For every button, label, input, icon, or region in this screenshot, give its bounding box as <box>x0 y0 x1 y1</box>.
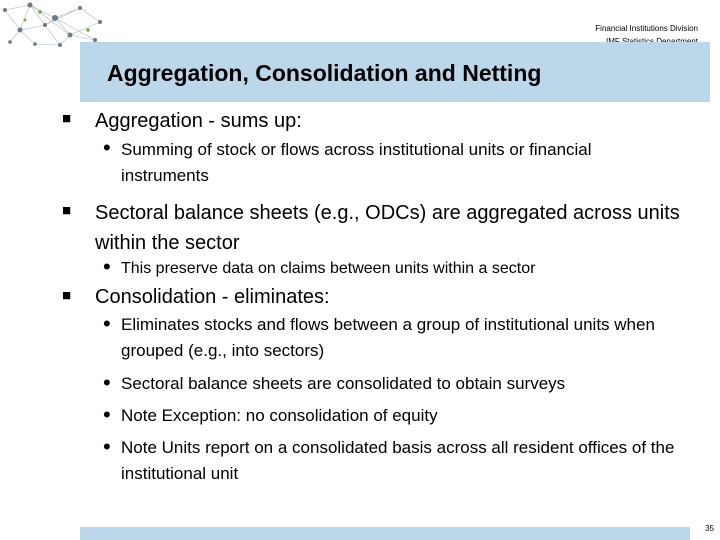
bullet-consolidation: Consolidation - eliminates: <box>95 286 330 308</box>
dot-bullet-icon: • <box>103 370 111 395</box>
bullet-aggregation: Aggregation - sums up: <box>95 110 302 132</box>
square-bullet-icon: ■ <box>62 110 72 127</box>
sub-bullet-summing: Summing of stock or flows across institutional units or financial instruments <box>121 140 592 185</box>
square-bullet-icon: ■ <box>62 287 72 304</box>
header-division: Financial Institutions Division <box>595 24 698 33</box>
dot-bullet-icon: • <box>103 402 111 427</box>
sub-bullet-eliminates: Eliminates stocks and flows between a group of institutional units when grouped (e.g., into sectors) <box>121 315 655 360</box>
page-number: 35 <box>705 524 714 533</box>
footer-band <box>80 527 690 540</box>
sub-bullet-units-report: Note Units report on a consolidated basis across all resident offices of the institutional unit <box>121 438 675 483</box>
dot-bullet-icon: • <box>103 434 111 459</box>
square-bullet-icon: ■ <box>62 202 72 219</box>
sub-bullet-consolidated-surveys: Sectoral balance sheets are consolidated to obtain surveys <box>121 374 566 393</box>
sub-bullet-preserve: This preserve data on claims between units within a sector <box>121 260 536 277</box>
bullet-sectoral-aggregated: Sectoral balance sheets (e.g., ODCs) are aggregated across units within the sector <box>95 202 680 254</box>
dot-bullet-icon: • <box>103 135 111 160</box>
dot-bullet-icon: • <box>103 254 111 279</box>
dot-bullet-icon: • <box>103 311 111 336</box>
slide-title: Aggregation, Consolidation and Netting <box>107 60 542 86</box>
sub-bullet-exception-equity: Note Exception: no consolidation of equity <box>121 406 438 425</box>
